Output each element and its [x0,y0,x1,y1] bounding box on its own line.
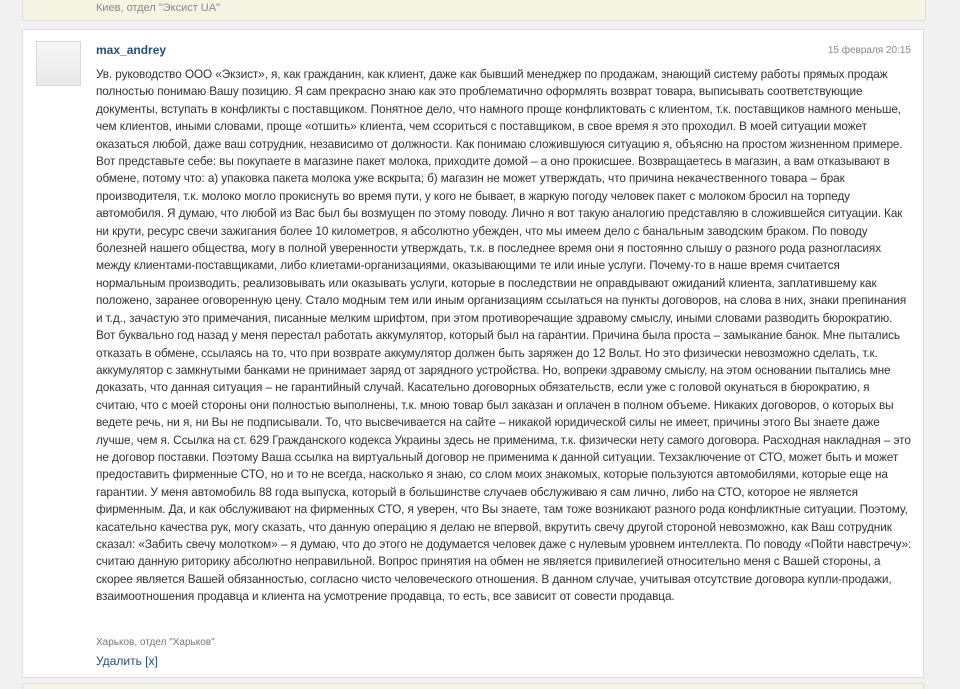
comment-body: Ув. руководство ООО «Экзист», я, как гражданин, как клиент, даже как бывший менеджер по продажам, знающий систему работы прямых продаж полностью понимаю Вашу позицию. Я сам прекрасно знаю как это проблематично оформлять возврат товара, выписывать соответствующие документы, вступать в конфликты с поставщиком. Понятное дело, что намного проще конфликтовать с клиентом, т.к. поставщиков намного меньше, чем клиентов, иными словами, проще «отшить» клиента, чем ссориться с поставщиком, в свое время я это проходил. В моей ситуации может оказаться любой, даже ваш сотрудник, независимо от должности. Как понимаю сложившуюся ситуацию я, объясню на простом жизненном примере. Вот представьте себе: вы покупаете в магазине пакет молока, приходите домой – а оно прокисшее. Возвращаетесь в магазин, а вам отказывают в обмене, потому что: а) упаковка пакета молока уже вскрыта; б) магазин не может утверждать, что причина некачественного товара – брак производителя, т.к. молоко могло прокиснуть во время пути, у кого не бывает, в жаркую погоду человек пакет с молоком бросил на торпеду автомобиля. Я думаю, что любой из Вас был бы возмущен по этому поводу. Лично я вот такую аналогию представляю в сложившейся ситуации. Как ни крути, ресурс свечи зажигания более 10 километров, я абсолютно убежден, что мы имеем дело с банальным заводским браком. По поводу болезней нашего общества, могу в полной уверенности утверждать, т.к. в последнее время они я постоянно слышу о разного рода разногласиях между клиентами-поставщиками, либо клиетами-организациями, оказывающими те или иные услуги. Почему-то в наше время считается нормальным производить, реализовывать или оказывать услуги, которые в последствии не оправдывают ожиданий клиента, заплатившему как положено, заранее оговоренную цену. Стало модным тем или иным организациям ссылаться на пункты договоров, на слова в них, знаки препинания и т.д., зачастую это примечания, писанные мелким шрифтом, при этом противоречащие здравому смыслу, иными словами разводить бюрократию. Вот буквально год назад у меня перестал работать аккумулятор, который был на гарантии. Причина была проста – замыкание банок. Мне пытались отказать в обмене, ссылаясь на то, что при возврате аккумулятор должен быть заряжен до 12 Вольт. Но это физически невозможно сделать, т.к. аккумулятор с замкнутыми банками не принимает заряд от зарядного устройства. Но, вопреки здравому смыслу, на этом основании пытались мне доказать, что данная ситуация – не гарантийный случай. Касательно договорных обязательств, если уже с головой окунаться в бюрократию, я считаю, что с моей стороны они полностью выполнены, т.к. мною товар был заказан и оплачен в полном объеме. Никаких договоров, о которых вы ведете речь, ни я, ни Вы не подписывали. То, что высвечивается на сайте – никакой юридической силы не имеет, причины этого Вы знаете даже лучше, чем я. Ссылка на ст. 629 Гражданского кодекса Украины здесь не применима, т.к. физически нету самого договора. Расходная накладная – это не договор поставки. Поэтому Ваша ссылка на виртуальный договор не применима к данной ситуации. Техзаключение от СТО, может быть и может предоставить фирменные СТО, но и то не всегда, насколько я знаю, со слом моих знакомых, которые пользуются автомобилями, которые еще на гарантии. У меня автомобиль 88 года выпуска, который в большинстве случаев обслуживаю я сам лично, либо на СТО, которое не является фирменным. Да, и как обслуживают на фирменных СТО, я уверен, что Вы знаете, там тоже возникают разного рода конфликтные ситуации. Поэтому, касательно качества рук, могу сказать, что данную операцию я делаю не впервой, вкрутить свечу другой стороной невозможно, как Ваш сотрудник сказал: «Забить свечу молотком» – я думаю, что до этого не додумается человек даже с нулевым уровнем интеллекта. По поводу «Пойти навстречу»: считаю данную риторику абсолютно неправильной. Вопрос принятия на обмен не является привилегией относительно меня с Вашей стороны, а скорее является Вашей обязанностью, согласно чисто человеческого отношения. В данном случае, учитывая отсутствие договора купли-продажи, взаимоотношения продавца и клиента на усмотрение продавца, то есть, все зависит от совести продавца. [96,67,912,604]
next-comment-header [22,683,924,689]
previous-comment-footer [22,0,926,21]
comment-author-link[interactable]: max_andrey [96,43,167,57]
comment-location: Харьков, отдел "Харьков" [96,637,215,648]
previous-comment-location: Киев, отдел "Эксист UA" [96,2,220,14]
comment-card [22,29,924,678]
comment-date: 15 февраля 20:15 [827,45,911,56]
avatar[interactable] [36,41,81,86]
delete-comment-link[interactable]: Удалить [x] [96,654,158,668]
